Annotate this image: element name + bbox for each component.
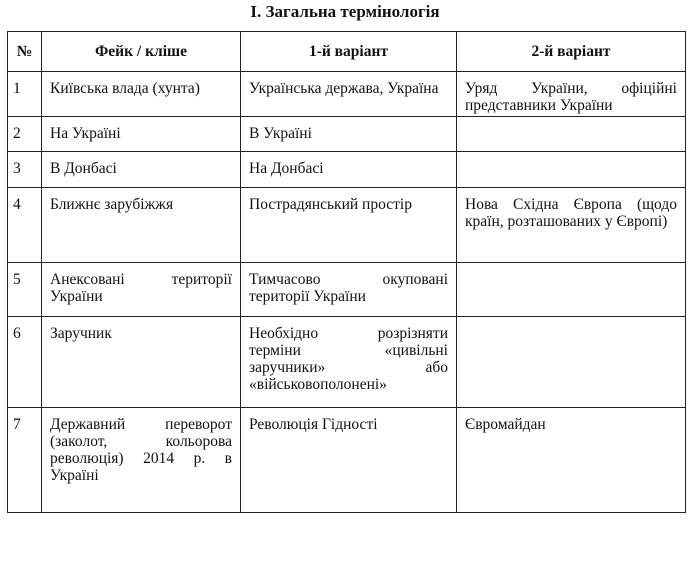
row-number: 3 [8, 152, 42, 188]
header-fake-cliche: Фейк / кліше [42, 32, 241, 72]
variant1-cell: На Донбасі [241, 152, 457, 188]
row-number: 7 [8, 408, 42, 513]
variant1-cell: Тимчасово окуповані території України [241, 263, 457, 317]
row-number: 4 [8, 188, 42, 263]
table-row [8, 188, 686, 263]
fake-cell: Анексовані території України [42, 263, 241, 317]
fake-cell: Київська влада (хунта) [42, 72, 241, 117]
variant1-cell: В Україні [241, 117, 457, 152]
variant1-cell: Необхідно розрізняти терміни «цивільні заручники» або «військовополонені» [241, 317, 457, 408]
header-number: № [8, 32, 42, 72]
variant2-cell: Уряд України, офіційні представники України [457, 72, 686, 117]
terminology-table [7, 31, 686, 513]
fake-cell: На Україні [42, 117, 241, 152]
row-number: 1 [8, 72, 42, 117]
variant2-cell [457, 117, 686, 152]
row-number: 6 [8, 317, 42, 408]
variant1-cell: Пострадянський простір [241, 188, 457, 263]
variant1-cell: Українська держава, Україна [241, 72, 457, 117]
table-row [8, 72, 686, 117]
table-header-row [8, 32, 686, 72]
page-title: I. Загальна термінологія [250, 2, 440, 21]
table-row [8, 117, 686, 152]
table-row [8, 317, 686, 408]
variant2-cell: Нова Східна Європа (щодо країн, розташованих у Європі) [457, 188, 686, 263]
header-variant-1: 1-й варіант [241, 32, 457, 72]
row-number: 5 [8, 263, 42, 317]
fake-cell: Ближнє зарубіжжя [42, 188, 241, 263]
variant2-cell [457, 263, 686, 317]
variant2-cell [457, 152, 686, 188]
table-row [8, 263, 686, 317]
fake-cell: В Донбасі [42, 152, 241, 188]
table-row [8, 152, 686, 188]
header-variant-2: 2-й варіант [457, 32, 686, 72]
table-row [8, 408, 686, 513]
row-number: 2 [8, 117, 42, 152]
fake-cell: Заручник [42, 317, 241, 408]
fake-cell: Державний переворот (заколот, кольорова революція) 2014 р. в Україні [42, 408, 241, 513]
variant2-cell: Євромайдан [457, 408, 686, 513]
variant2-cell [457, 317, 686, 408]
variant1-cell: Революція Гідності [241, 408, 457, 513]
